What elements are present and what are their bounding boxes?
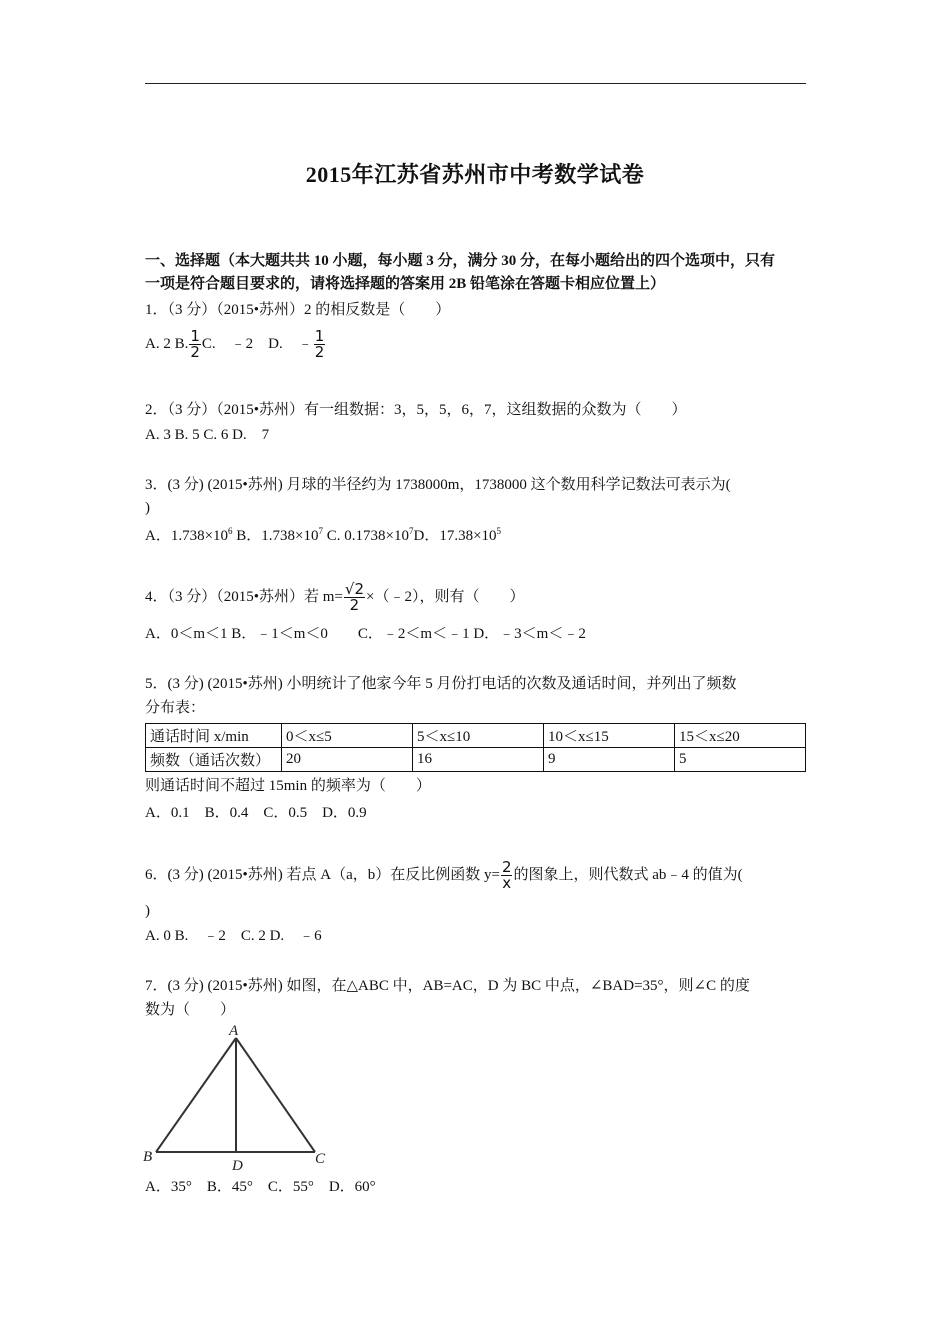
q1-fraction-b — [189, 329, 201, 360]
side-ac — [236, 1038, 315, 1152]
section-heading-line2: 一项是符合题目要求的，请将选择题的答案用 2B 铅笔涂在答题卡相应位置上） — [145, 276, 666, 292]
q4-fraction-den: 2 — [349, 596, 360, 614]
q1-options — [145, 329, 810, 360]
q5-options: A．0.1 B．0.4 C．0.5 D．0.9 — [145, 805, 367, 821]
header-rule — [145, 83, 806, 84]
table-cell: 5＜x≤10 — [413, 724, 544, 748]
q3-option-c: C. 0.1738×10 — [323, 528, 409, 544]
table-row — [146, 748, 806, 772]
q3-exp-c: 7 — [408, 526, 414, 536]
table-cell: 10＜x≤15 — [544, 724, 675, 748]
q5-stem-line2: 分布表： — [145, 700, 206, 716]
q6-stem-pre: 6．(3 分) (2015•苏州) 若点 A（a，b）在反比例函数 y= — [145, 866, 500, 883]
q1-fraction-b-den: 2 — [190, 343, 200, 361]
q3-exp-b: 7 — [318, 526, 324, 536]
q2-stem: 2．（3 分）（2015•苏州）有一组数据：3，5，5，6，7，这组数据的众数为（ ） — [145, 402, 687, 418]
table-cell: 9 — [544, 748, 675, 772]
vertex-label-d: D — [232, 1158, 243, 1174]
q3-stem-line1: 3．(3 分) (2015•苏州) 月球的半径约为 1738000m，1738000 这个数用科学记数法可表示为( — [145, 477, 731, 493]
table-cell: 通话时间 x/min — [146, 724, 282, 748]
vertex-label-c: C — [315, 1151, 326, 1167]
table-cell: 15＜x≤20 — [675, 724, 806, 748]
q7-options: A．35° B．45° C．55° D．60° — [145, 1179, 376, 1195]
q5-stem-line1: 5．(3 分) (2015•苏州) 小明统计了他家今年 5 月份打电话的次数及通话时间，并列出了频数 — [145, 676, 737, 692]
table-cell: 20 — [282, 748, 413, 772]
q4-stem-post: ×（﹣2），则有（ ） — [366, 588, 525, 605]
table-cell: 5 — [675, 748, 806, 772]
section-heading-line1: 一、选择题（本大题共共 10 小题，每小题 3 分，满分 30 分，在每小题给出的四个选项中，只有 — [145, 253, 776, 269]
q6-fraction-den: x — [502, 874, 512, 892]
q1-option-a: A. 2 B. — [145, 335, 189, 352]
q6-fraction-num: 2 — [501, 858, 512, 876]
vertex-label-a: A — [229, 1024, 239, 1039]
triangle-figure — [140, 1024, 340, 1174]
q6-stem-line2: ) — [145, 903, 150, 919]
q1-fraction-d — [314, 329, 326, 360]
q1-stem: 1．（3 分）（2015•苏州）2 的相反数是（ ） — [145, 302, 451, 318]
table-row — [146, 724, 806, 748]
q2-options: A. 3 B. 5 C. 6 D. 7 — [145, 427, 270, 443]
table-cell: 频数（通话次数） — [146, 748, 282, 772]
q3-option-d: D．17.38×10 — [413, 528, 497, 544]
q4-fraction-num: √2 — [344, 580, 364, 598]
q4-options: A．0＜m＜1 B．﹣1＜m＜0 C．﹣2＜m＜﹣1 D．﹣3＜m＜﹣2 — [145, 626, 586, 642]
q3-options — [145, 525, 810, 547]
q3-option-a: A．1.738×10 — [145, 528, 229, 544]
q3-option-b: B．1.738×10 — [232, 528, 319, 544]
q7-stem-line2: 数为（ ） — [145, 1002, 236, 1018]
q3-stem-line2: ) — [145, 500, 150, 516]
q4-stem-pre: 4．（3 分）（2015•苏州）若 m= — [145, 588, 343, 605]
q1-option-cd: C. ﹣2 D. ﹣ — [201, 335, 313, 352]
q6-stem — [145, 860, 810, 891]
q3-exp-a: 6 — [228, 526, 233, 536]
q4-stem — [145, 582, 810, 613]
page-title: 2015年江苏省苏州市中考数学试卷 — [305, 162, 645, 187]
q1-fraction-b-num: 1 — [190, 327, 200, 345]
q6-fraction — [501, 860, 513, 891]
q1-fraction-d-num: 1 — [314, 327, 325, 345]
q1-fraction-d-den: 2 — [314, 343, 325, 361]
vertex-label-b: B — [143, 1149, 153, 1165]
table-cell: 16 — [413, 748, 544, 772]
q4-fraction — [344, 582, 365, 613]
q6-options: A. 0 B. ﹣2 C. 2 D. ﹣6 — [145, 928, 322, 944]
q5-after: 则通话时间不超过 15min 的频率为（ ） — [145, 778, 431, 794]
side-ab — [156, 1038, 236, 1152]
q6-stem-post: 的图象上，则代数式 ab﹣4 的值为( — [513, 866, 743, 883]
frequency-table — [145, 723, 806, 772]
table-cell: 0＜x≤5 — [282, 724, 413, 748]
q3-exp-d: 5 — [496, 526, 502, 536]
q7-stem-line1: 7．(3 分) (2015•苏州) 如图，在△ABC 中，AB=AC，D 为 BC 中点，∠BAD=35°，则∠C 的度 — [145, 978, 750, 994]
